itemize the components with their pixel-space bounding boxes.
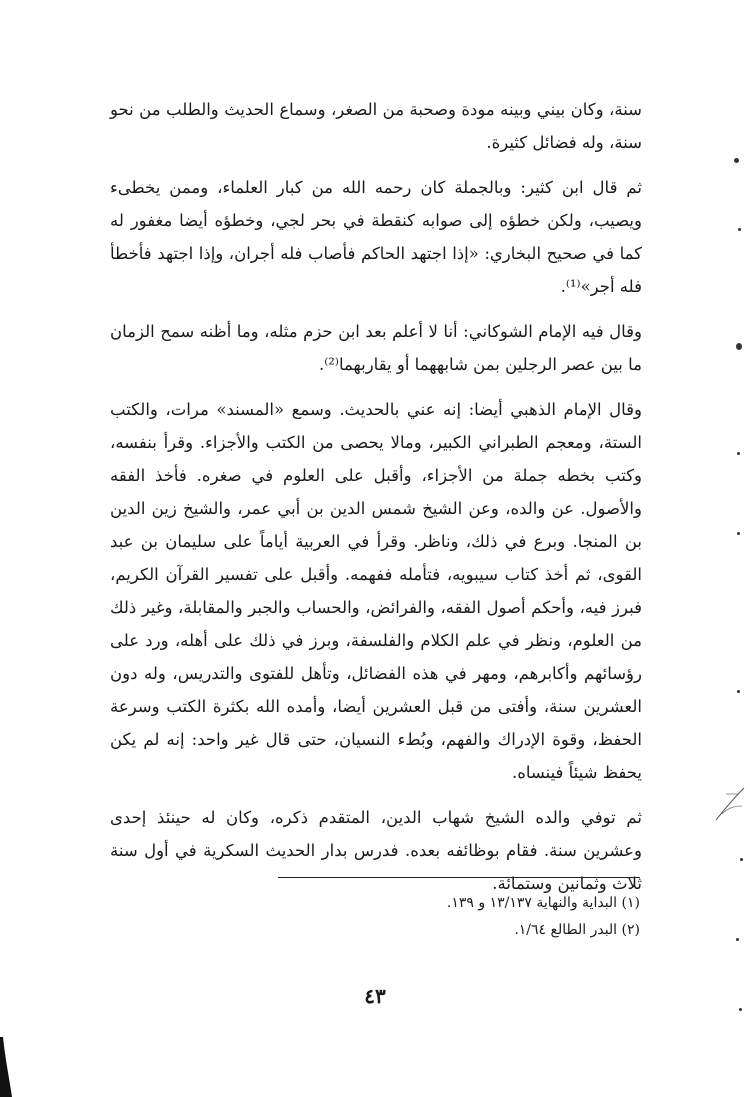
scan-mark bbox=[739, 1008, 742, 1011]
paragraph-1: سنة، وكان بيني وبينه مودة وصحبة من الصغر، وسماع الحديث والطلب من نحو سنة، وله فضائل كثيرة. bbox=[110, 100, 642, 152]
paragraph-4: وقال الإمام الذهبي أيضا: إنه عني بالحديث. وسمع «المسند» مرات، والكتب الستة، ومعجم الطبراني الكبير، ومالا يحصى من الكتب والأجزاء. وقرأ بنفسه، وكتب بخطه جملة من الأجزاء، وأقبل على العلوم في صغره. فأخذ الفقه والأصول. عن والده، وعن الشيخ شمس الدين بن أبي عمر، والشيخ زين الدين بن المنجا. وبرع في ذلك، وناظر. وقرأ في العربية أياماً على سليمان بن عبد القوى، ثم أخذ كتاب سيبويه، فتأمله ففهمه. وأقبل على تفسير القرآن الكريم، فبرز فيه، وأحكم أصول الفقه، والفرائض، والحساب والجبر والمقابلة، وغير ذلك من العلوم، ونظر في علم الكلام والفلسفة، وبرز في ذلك على أهله، ورد على رؤسائهم وأكابرهم، ومهر في هذه الفضائل، وتأهل للفتوى والتدريس، وله دون العشرين سنة، وأفتى من قبل العشرين أيضا، وأمده الله بكثرة الكتب وسرعة الحفظ، وقوة الإدراك والفهم، وبُطء النسيان، حتى قال غير واحد: إنه لم يكن يحفظ شيئاً فينساه. bbox=[110, 400, 642, 782]
scan-mark bbox=[734, 158, 739, 163]
footnote-1: (١) البداية والنهاية ١٣/١٣٧ و ١٣٩. bbox=[446, 895, 640, 911]
scan-mark bbox=[737, 452, 740, 455]
scan-mark bbox=[736, 343, 742, 350]
page-number: ٤٣ bbox=[364, 984, 386, 1008]
footnote-separator bbox=[278, 877, 640, 878]
footnote-2: (٢) البدر الطالع ١/٦٤. bbox=[514, 922, 640, 938]
corner-shadow bbox=[0, 1037, 14, 1097]
scan-mark bbox=[738, 228, 741, 231]
main-text bbox=[110, 93, 642, 912]
scan-mark bbox=[737, 690, 740, 693]
footnotes bbox=[300, 890, 640, 944]
scan-mark bbox=[736, 938, 739, 941]
paragraph-5: ثم توفي والده الشيخ شهاب الدين، المتقدم ذكره، وكان له حينئذ إحدى وعشرين سنة. فقام بوظائفه بعده. فدرس بدار الحديث السكرية في أول سنة ثلاث وثمانين وستمائة. bbox=[110, 808, 642, 893]
scan-mark bbox=[740, 858, 743, 861]
margin-scribble bbox=[712, 784, 748, 828]
scan-mark bbox=[737, 532, 740, 535]
paragraph-3: وقال فيه الإمام الشوكاني: أنا لا أعلم بعد ابن حزم مثله، وما أظنه سمح الزمان ما بين عصر الرجلين بمن شابههما أو يقاربهما⁽²⁾. bbox=[110, 322, 642, 374]
paragraph-2: ثم قال ابن كثير: وبالجملة كان رحمه الله من كبار العلماء، وممن يخطىء ويصيب، ولكن خطؤه إلى صوابه كنقطة في بحر لجي، وخطؤه أيضا مغفور له كما في صحيح البخاري: «إذا اجتهد الحاكم فأصاب فله أجران، وإذا اجتهد فأخطأ فله أجر»⁽¹⁾. bbox=[110, 178, 642, 296]
